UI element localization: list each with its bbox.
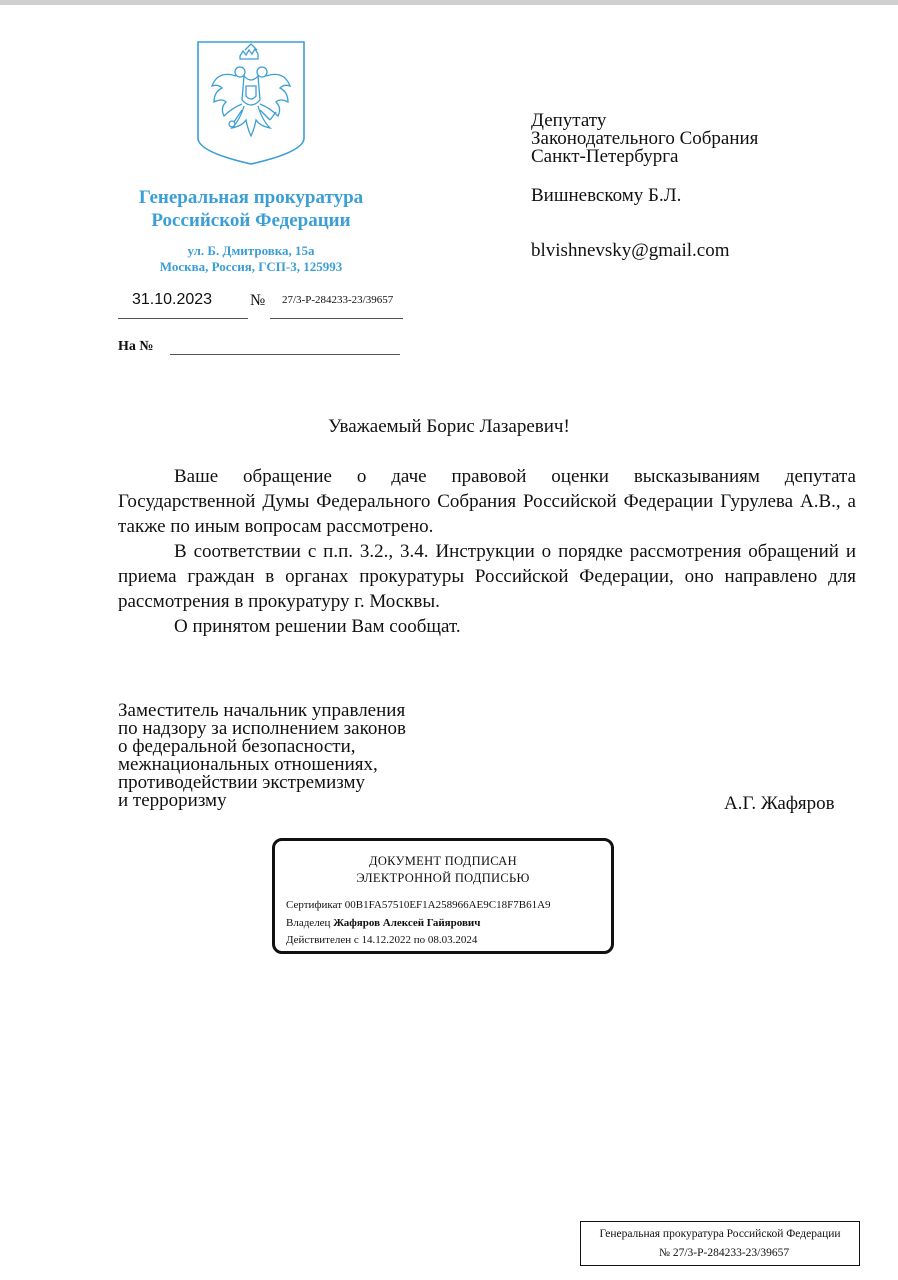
stamp-owner-row: [286, 917, 480, 929]
stamp-certificate-row: [286, 899, 551, 911]
organization-address-line-2: Москва, Россия, ГСП-3, 125993: [159, 259, 343, 274]
organization-address: [118, 243, 384, 275]
addressee-line-3: Санкт-Петербурга: [531, 146, 679, 167]
stamp-heading-line-1: ДОКУМЕНТ ПОДПИСАН: [369, 854, 517, 868]
body-paragraph-2: В соответствии с п.п. 3.2., 3.4. Инструкции о порядке рассмотрения обращений и приема граждан в органах прокуратуры Российской Федерации, оно направлено для рассмотрения в прокуратуру г. Москвы.: [118, 541, 856, 612]
stamp-owner-value: Жафяров Алексей Гайярович: [333, 917, 481, 929]
organization-address-line-1: ул. Б. Дмитровка, 15а: [187, 243, 315, 258]
stamp-validity-row: [286, 934, 477, 946]
number-sign: №: [250, 292, 266, 309]
footer-organization: Генеральная прокуратура Российской Федерации: [599, 1228, 841, 1240]
letter-body: [118, 464, 856, 639]
organization-name-line-2: Российской Федерации: [151, 210, 351, 231]
stamp-certificate-value: 00B1FA57510EF1A258966AE9C18F7B61A9: [344, 899, 551, 911]
addressee-position: [531, 112, 758, 166]
date-underline: [118, 318, 248, 319]
signer-name: А.Г. Жафяров: [724, 793, 835, 814]
stamp-validity-to: 08.03.2024: [427, 934, 478, 946]
addressee-line-1: Депутату: [531, 110, 607, 131]
stamp-heading: [275, 853, 611, 887]
stamp-validity-label: Действителен: [286, 934, 352, 946]
stamp-owner-label: Владелец: [286, 917, 331, 929]
russian-coat-of-arms-icon: [196, 40, 306, 166]
organization-name-line-1: Генеральная прокуратура: [138, 187, 364, 208]
footer-number: № 27/3-Р-284233-23/39657: [659, 1247, 790, 1259]
stamp-validity-from-word: с: [353, 934, 359, 946]
reply-to-underline: [170, 354, 400, 355]
addressee-line-2: Законодательного Собрания: [531, 128, 759, 149]
registration-footer-box: [580, 1221, 860, 1266]
stamp-certificate-label: Сертификат: [286, 899, 342, 911]
signer-title-line-4: межнациональных отношениях,: [118, 754, 378, 775]
signer-title-line-1: Заместитель начальник управления: [118, 700, 406, 721]
signer-title-line-3: о федеральной безопасности,: [118, 736, 356, 757]
signer-title-line-6: и терроризму: [118, 790, 227, 811]
body-paragraph-1: Ваше обращение о даче правовой оценки высказываниям депутата Государственной Думы Федерального Собрания Российской Федерации Гурулева А.В., а также по иным вопросам рассмотрено.: [118, 466, 856, 537]
reply-to-label: На №: [118, 339, 154, 354]
document-date: 31.10.2023: [132, 291, 213, 308]
addressee-email: blvishnevsky@gmail.com: [531, 240, 730, 261]
greeting: Уважаемый Борис Лазаревич!: [328, 416, 570, 437]
electronic-signature-stamp: [272, 838, 614, 954]
signer-title: [118, 702, 478, 810]
document-number: 27/3-Р-284233-23/39657: [282, 294, 394, 306]
signer-title-line-5: противодействии экстремизму: [118, 772, 366, 793]
stamp-heading-line-2: ЭЛЕКТРОННОЙ ПОДПИСЬЮ: [356, 871, 530, 885]
top-edge-bar: [0, 0, 898, 5]
stamp-validity-from: 14.12.2022: [361, 934, 412, 946]
body-paragraph-3: О принятом решении Вам сообщат.: [174, 616, 461, 637]
organization-name: [118, 186, 384, 232]
stamp-validity-to-word: по: [413, 934, 426, 946]
number-underline: [270, 318, 403, 319]
signer-title-line-2: по надзору за исполнением законов: [118, 718, 406, 739]
addressee-name: Вишневскому Б.Л.: [531, 185, 682, 206]
